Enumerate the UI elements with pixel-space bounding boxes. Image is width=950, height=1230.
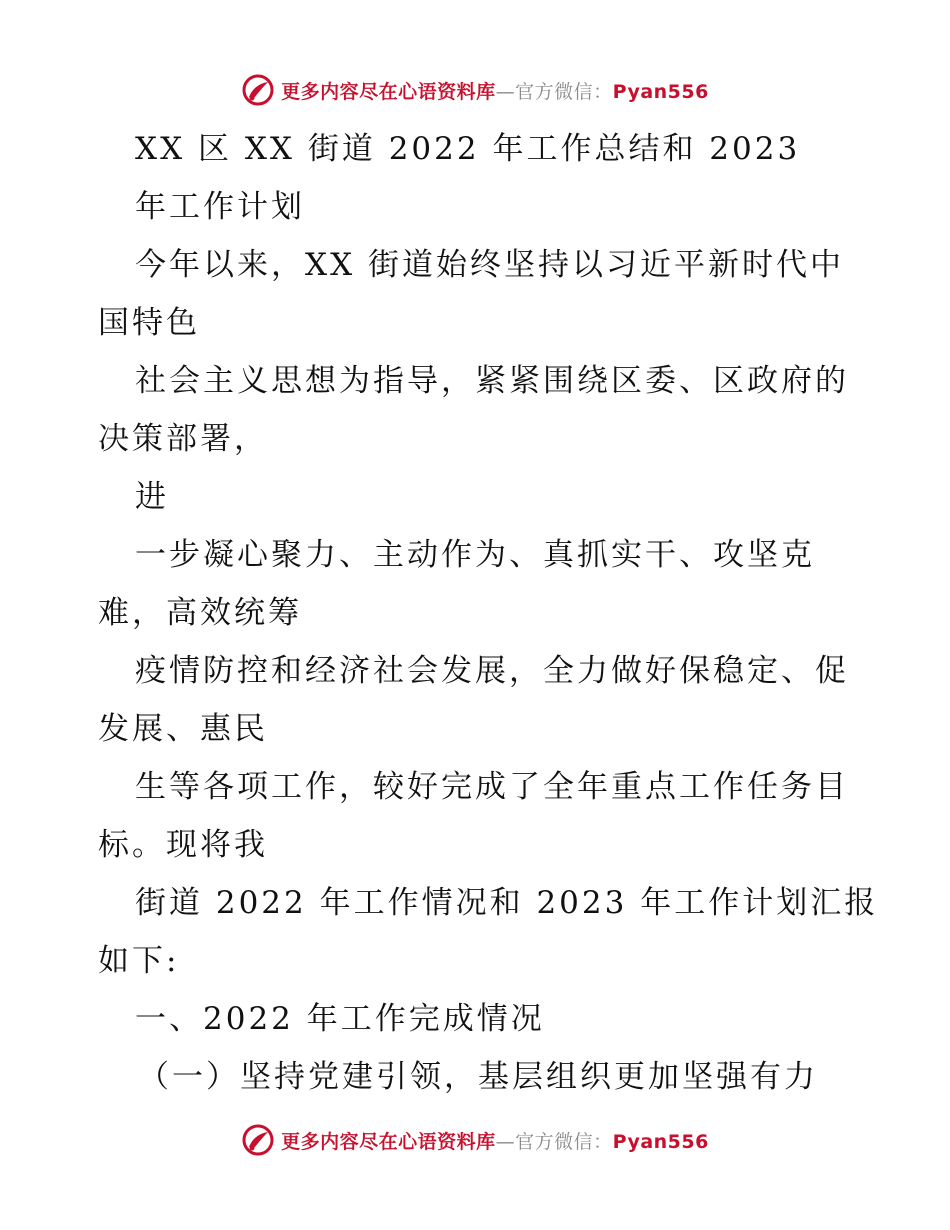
banner-account: Pyan556 (612, 80, 709, 103)
subsection-heading: （一）坚持党建引领，基层组织更加坚强有力 (138, 1059, 818, 1095)
banner-text (281, 1127, 709, 1154)
doc-text-line: 街道 2022 年工作情况和 2023 年工作计划汇报 (135, 885, 879, 921)
brush-logo-icon (241, 73, 275, 107)
doc-title-line-1: XX 区 XX 街道 2022 年工作总结和 2023 (135, 131, 801, 167)
banner-main-text: 更多内容尽在心语资料库 (281, 1130, 496, 1153)
brush-logo-icon (241, 1123, 275, 1157)
doc-text-line: 标。现将我 (98, 827, 268, 863)
header-banner (0, 70, 950, 110)
doc-text-line: 决策部署， (98, 421, 268, 457)
section-heading: 一、2022 年工作完成情况 (135, 1001, 545, 1037)
banner-separator-text: —官方微信： (495, 1130, 613, 1153)
banner-separator-text: —官方微信： (495, 80, 613, 103)
footer-banner (0, 1120, 950, 1160)
doc-text-line: 今年以来，XX 街道始终坚持以习近平新时代中 (135, 247, 844, 283)
doc-text-line: 进 (135, 479, 169, 515)
banner-text (281, 77, 709, 104)
banner-account: Pyan556 (612, 1130, 709, 1153)
document-body (98, 120, 879, 1106)
doc-text-line: 难，高效统筹 (98, 595, 302, 631)
doc-text-line: 生等各项工作，较好完成了全年重点工作任务目 (135, 769, 849, 805)
doc-text-line: 社会主义思想为指导，紧紧围绕区委、区政府的 (135, 363, 849, 399)
doc-title-line-2: 年工作计划 (135, 189, 305, 225)
doc-text-line: 疫情防控和经济社会发展，全力做好保稳定、促 (135, 653, 849, 689)
banner-main-text: 更多内容尽在心语资料库 (281, 80, 496, 103)
doc-text-line: 如下: (98, 943, 180, 979)
doc-text-line: 发展、惠民 (98, 711, 268, 747)
doc-text-line: 一步凝心聚力、主动作为、真抓实干、攻坚克 (135, 537, 815, 573)
doc-text-line: 国特色 (98, 305, 200, 341)
